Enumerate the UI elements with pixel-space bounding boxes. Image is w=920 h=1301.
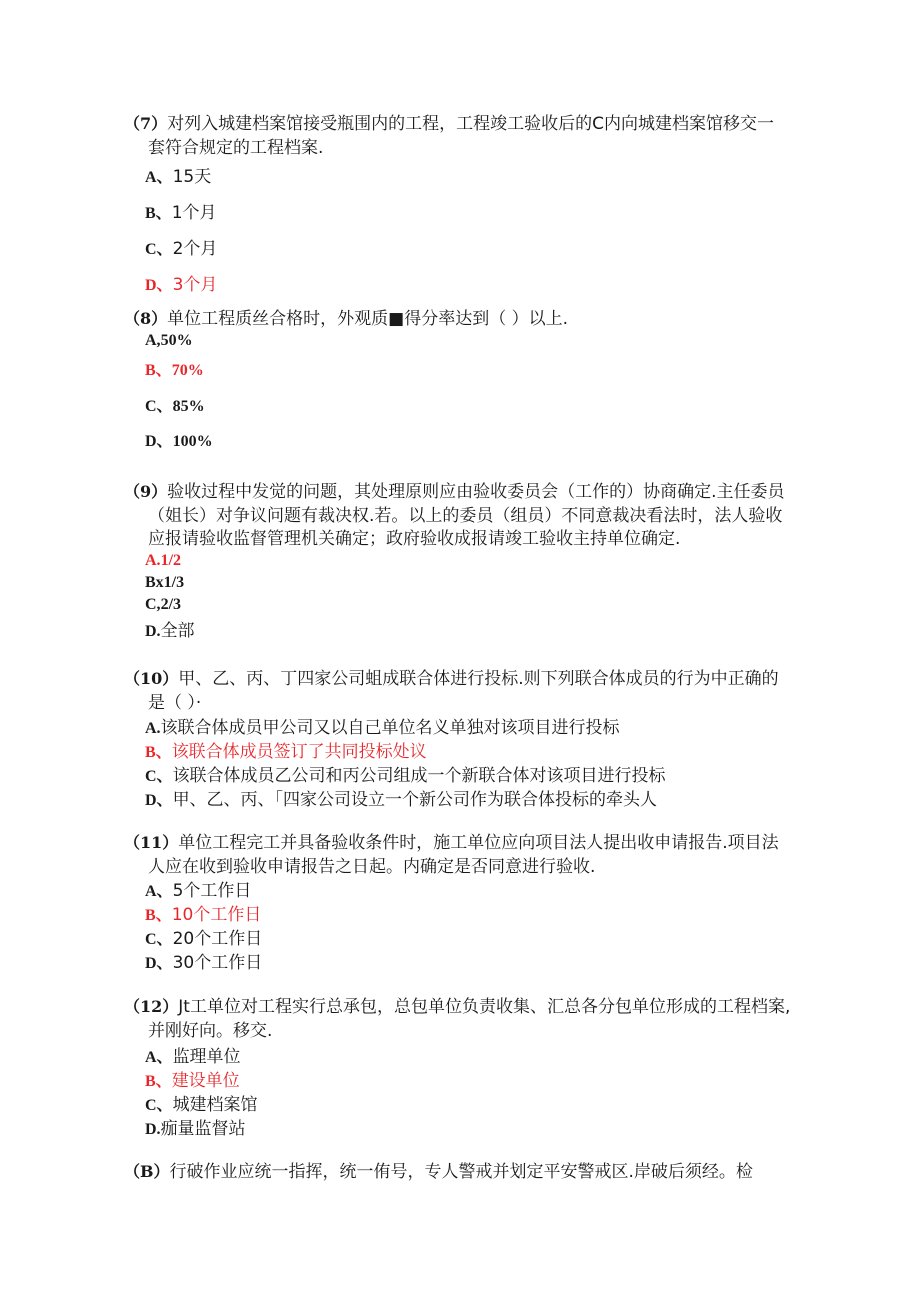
question-text-continued: 是（ ）·	[148, 692, 202, 713]
question-text: 甲、乙、丙、丁四家公司蛆成联合体进行投标.则下列联合体成员的行为中正确的	[178, 669, 779, 689]
option-d: D、100%	[145, 433, 213, 450]
question-text: 单位工程质丝合格时，外观质■得分率达到（ ）以上.	[167, 309, 569, 329]
question-13	[124, 1160, 844, 1185]
option-a-correct: A.1/2	[145, 552, 182, 569]
question-10	[124, 667, 844, 715]
option-c: C,2/3	[145, 596, 182, 613]
option-a: A、5个工作日	[145, 881, 252, 901]
option-b-correct: B、70%	[145, 362, 204, 379]
question-number: （8）	[124, 309, 168, 328]
question-number: （B）	[124, 1162, 170, 1181]
question-text: 对列入城建档案馆接受瓶围内的工程，工程竣工验收后的C内向城建档案馆移交一	[167, 114, 775, 134]
option-b-correct: B、该联合体成员签订了共同投标处议	[145, 742, 427, 762]
question-7	[124, 112, 844, 160]
question-number: （11）	[124, 833, 179, 852]
question-text: Jt工单位对工程实行总承包，总包单位负责收集、汇总各分包单位形成的工程档案,	[178, 997, 791, 1017]
option-b: Bx1/3	[145, 574, 185, 591]
option-a: A.该联合体成员甲公司又以自己单位名义单独对该项目进行投标	[145, 718, 620, 738]
question-text: 验收过程中发觉的问题，其处理原则应由验收委员会（工作的）协商确定.主任委员	[167, 482, 785, 502]
question-number: （7）	[124, 114, 168, 133]
option-c: C、城建档案馆	[145, 1095, 258, 1115]
question-number: （12）	[124, 997, 179, 1016]
option-a: A、15天	[145, 167, 212, 187]
question-8	[124, 307, 844, 332]
question-text-continued: （姐长）对争议问题有裁决权.若。以上的委员（组员）不同意裁决看法时，法人验收	[148, 505, 783, 526]
option-a: A、监理单位	[145, 1047, 241, 1067]
option-c: C、2个月	[145, 239, 218, 259]
option-d: D.痂量监督站	[145, 1119, 246, 1139]
option-c: C、85%	[145, 398, 205, 415]
question-text: 单位工程完工并具备验收条件时，施工单位应向项目法人提出收申请报告.项目法	[178, 833, 779, 853]
question-text-continued: 并刚好向。移交.	[148, 1020, 273, 1041]
option-d: D、甲、乙、丙、「四家公司设立一个新公司作为联合体投标的牵头人	[145, 790, 658, 810]
option-c: C、20个工作日	[145, 929, 263, 949]
question-text-continued: 应报请验收监督管理机关确定；政府验收成报请竣工验收主持单位确定.	[148, 529, 681, 549]
option-b-correct: B、建设单位	[145, 1071, 240, 1091]
question-12	[124, 995, 844, 1043]
option-a: A,50%	[145, 332, 193, 349]
question-number: （9）	[124, 482, 168, 501]
option-b: B、1个月	[145, 203, 217, 223]
question-9	[124, 480, 844, 552]
option-d-correct: D、3个月	[145, 275, 218, 295]
option-c: C、该联合体成员乙公司和丙公司组成一个新联合体对该项目进行投标	[145, 766, 666, 786]
option-d: D.全部	[145, 621, 195, 641]
question-text-continued: 套符合规定的工程档案.	[148, 137, 324, 158]
question-number: （10）	[124, 669, 179, 688]
question-text: 行破作业应统一指挥，统一侑号，专人警戒并划定平安警戒区.岸破后须经。检	[169, 1162, 753, 1182]
question-text-continued: 人应在收到验收申请报告之日起。内确定是否同意进行验收.	[148, 856, 596, 877]
option-d: D、30个工作日	[145, 953, 263, 973]
question-11	[124, 831, 844, 879]
option-b-correct: B、10个工作日	[145, 905, 262, 925]
